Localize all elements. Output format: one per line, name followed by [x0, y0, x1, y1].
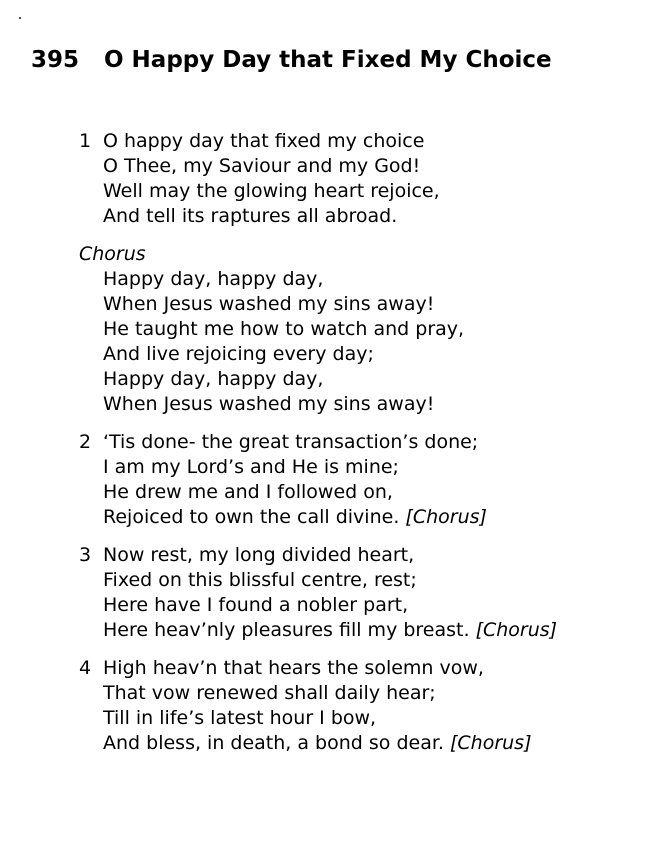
verse-line: [79, 505, 557, 530]
hymn-body: [79, 129, 557, 769]
verse-line: That vow renewed shall daily hear;: [103, 682, 436, 704]
hymn-number: 395: [31, 47, 80, 73]
chorus-reference: [Chorus]: [475, 619, 558, 641]
verse-line: I am my Lord’s and He is mine;: [103, 456, 399, 478]
verse-line-text: O happy day that fixed my choice: [103, 130, 425, 152]
verse-line: Till in life’s latest hour I bow,: [103, 707, 377, 729]
verse-line: [79, 731, 557, 756]
hymn-title: O Happy Day that Fixed My Choice: [104, 47, 552, 73]
verse-line: [79, 129, 557, 154]
hymn-header: [31, 44, 552, 76]
verse-line-text: ‘Tis done- the great transaction’s done;: [103, 431, 479, 453]
verse-line: [79, 618, 557, 643]
verse-number: 3: [79, 544, 92, 566]
verse-line-text: Here heav’nly pleasures fill my breast.: [103, 619, 476, 641]
verse-3: [79, 543, 557, 643]
verse-line-text: High heav’n that hears the solemn vow,: [103, 657, 484, 679]
verse-4: [79, 656, 557, 756]
verse-line: He drew me and I followed on,: [103, 481, 393, 503]
verse-line: [79, 543, 557, 568]
chorus-heading: Chorus: [79, 243, 146, 265]
verse-2: [79, 430, 557, 530]
verse-number: 2: [79, 431, 92, 453]
verse-line: O Thee, my Saviour and my God!: [103, 155, 421, 177]
verse-line: And tell its raptures all abroad.: [103, 205, 398, 227]
chorus-line: When Jesus washed my sins away!: [103, 293, 435, 315]
verse-line: Here have I found a nobler part,: [103, 594, 409, 616]
chorus: [79, 242, 557, 417]
verse-line-text: Now rest, my long divided heart,: [103, 544, 415, 566]
verse-number: 4: [79, 657, 92, 679]
verse-line: Fixed on this blissful centre, rest;: [103, 569, 417, 591]
verse-1: [79, 129, 557, 229]
verse-line-text: And bless, in death, a bond so dear.: [103, 732, 450, 754]
chorus-line: When Jesus washed my sins away!: [103, 393, 435, 415]
chorus-line: He taught me how to watch and pray,: [103, 318, 465, 340]
scan-mark: [19, 17, 21, 19]
verse-number: 1: [79, 130, 92, 152]
chorus-line: Happy day, happy day,: [103, 268, 324, 290]
verse-line-text: Rejoiced to own the call divine.: [103, 506, 406, 528]
verse-line: [79, 656, 557, 681]
chorus-reference: [Chorus]: [405, 506, 487, 528]
verse-line: Well may the glowing heart rejoice,: [103, 180, 440, 202]
chorus-line: And live rejoicing every day;: [103, 343, 374, 365]
chorus-line: Happy day, happy day,: [103, 368, 324, 390]
verse-line: [79, 430, 557, 455]
chorus-reference: [Chorus]: [449, 732, 532, 754]
